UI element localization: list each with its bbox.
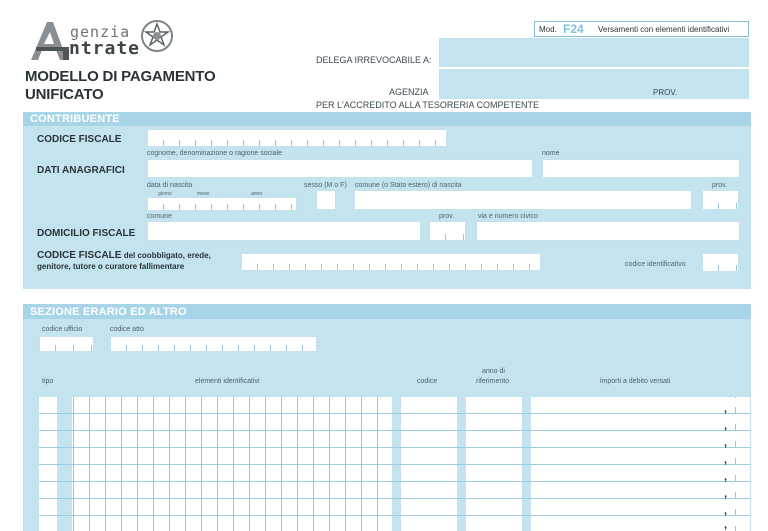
codice-ufficio-label: codice ufficio [42, 326, 83, 333]
mod-desc: Versamenti con elementi identificativi [598, 25, 730, 34]
logo-line2: ntrate [69, 38, 141, 59]
codice-identificativo-label: codice identificativo [625, 261, 686, 268]
row-line [39, 413, 750, 414]
col-importi-label: importi a debito versati [600, 378, 671, 385]
comune-label: comune [147, 213, 172, 220]
delega-label: DELEGA IRREVOCABILE A: [316, 55, 432, 65]
contribuente-title: CONTRIBUENTE [30, 113, 120, 125]
cognome-label: cognome, denominazione o ragione sociale [147, 150, 283, 157]
dati-anagrafici-label: DATI ANAGRAFICI [37, 165, 125, 176]
importi-comma: , [724, 454, 728, 466]
nome-label: nome [542, 150, 560, 157]
domicilio-fiscale-label: DOMICILIO FISCALE [37, 228, 136, 239]
col-tipo-label: tipo [42, 378, 54, 385]
delega-field[interactable] [439, 38, 749, 67]
agenzia-label: AGENZIA [389, 87, 429, 97]
codice-fiscale-field[interactable] [147, 129, 447, 147]
mese-label: mese [197, 191, 210, 197]
comune-nascita-label: comune (o Stato estero) di nascita [355, 182, 462, 189]
accredito-label: PER L'ACCREDITO ALLA TESORERIA COMPETENTE [316, 100, 539, 110]
erario-band [23, 304, 751, 319]
prov-nascita-label: prov. [712, 182, 728, 189]
nome-field[interactable] [542, 159, 740, 178]
via-label: via e numero civico [478, 213, 538, 220]
cf-coobbligato-rest: del coobbligato, erede, [123, 251, 211, 260]
mod-prefix: Mod. [539, 25, 557, 34]
logo-line1: genzia [70, 23, 131, 41]
importi-comma: , [724, 420, 728, 432]
col-anno-line1: anno di [482, 368, 505, 375]
data-nascita-field[interactable] [147, 197, 297, 211]
row-line [39, 498, 750, 499]
codice-ufficio-field[interactable] [39, 336, 94, 352]
cf-coobbligato-field[interactable] [241, 253, 541, 271]
row-line [39, 481, 750, 482]
form-title-line1: MODELLO DI PAGAMENTO [25, 68, 216, 85]
via-field[interactable] [476, 221, 740, 241]
importi-comma: , [724, 437, 728, 449]
logo-a-icon [27, 20, 71, 62]
prov-domicilio-field[interactable] [429, 221, 466, 241]
prov-nascita-field[interactable] [702, 190, 739, 210]
comune-nascita-field[interactable] [354, 190, 692, 210]
agenzia-field[interactable] [439, 69, 749, 99]
sesso-label: sesso (M o F) [304, 182, 347, 189]
codice-fiscale-label: CODICE FISCALE [37, 134, 122, 145]
cf-coobbligato-line2: genitore, tutore o curatore fallimentare [37, 262, 185, 271]
mod-code: F24 [563, 22, 584, 36]
comune-domicilio-field[interactable] [147, 221, 421, 241]
codice-identificativo-field[interactable] [702, 253, 739, 272]
col-elementi-label: elementi identificativi [195, 378, 260, 385]
erario-title: SEZIONE ERARIO ED ALTRO [30, 306, 187, 318]
state-emblem-icon [140, 18, 174, 54]
row-line [39, 430, 750, 431]
importi-comma: , [724, 403, 728, 415]
mod-box [534, 21, 749, 37]
data-nascita-label: data di nascita [147, 182, 193, 189]
form-title-line2: UNIFICATO [25, 86, 104, 103]
cf-coobbligato-bold: CODICE FISCALE [37, 250, 122, 261]
cognome-field[interactable] [147, 159, 533, 178]
col-codice-label: codice [417, 378, 438, 385]
giorno-label: giorno [158, 191, 172, 197]
codice-atto-label: codice atto [110, 326, 144, 333]
importi-comma: , [724, 488, 728, 500]
sesso-field[interactable] [316, 190, 336, 210]
cents-divider [735, 397, 736, 531]
importi-comma: , [724, 505, 728, 517]
importi-comma: , [724, 519, 728, 531]
row-line [39, 515, 750, 516]
row-line [39, 464, 750, 465]
col-anno-line2: riferimento [476, 378, 510, 385]
prov-label: PROV. [653, 88, 678, 97]
importi-comma: , [724, 471, 728, 483]
codice-atto-field[interactable] [110, 336, 317, 352]
contribuente-band [23, 112, 751, 126]
anno-label: anno [251, 191, 263, 197]
cf-coobbligato-label [37, 250, 211, 272]
prov-domicilio-label: prov. [439, 213, 455, 220]
row-line [39, 447, 750, 448]
